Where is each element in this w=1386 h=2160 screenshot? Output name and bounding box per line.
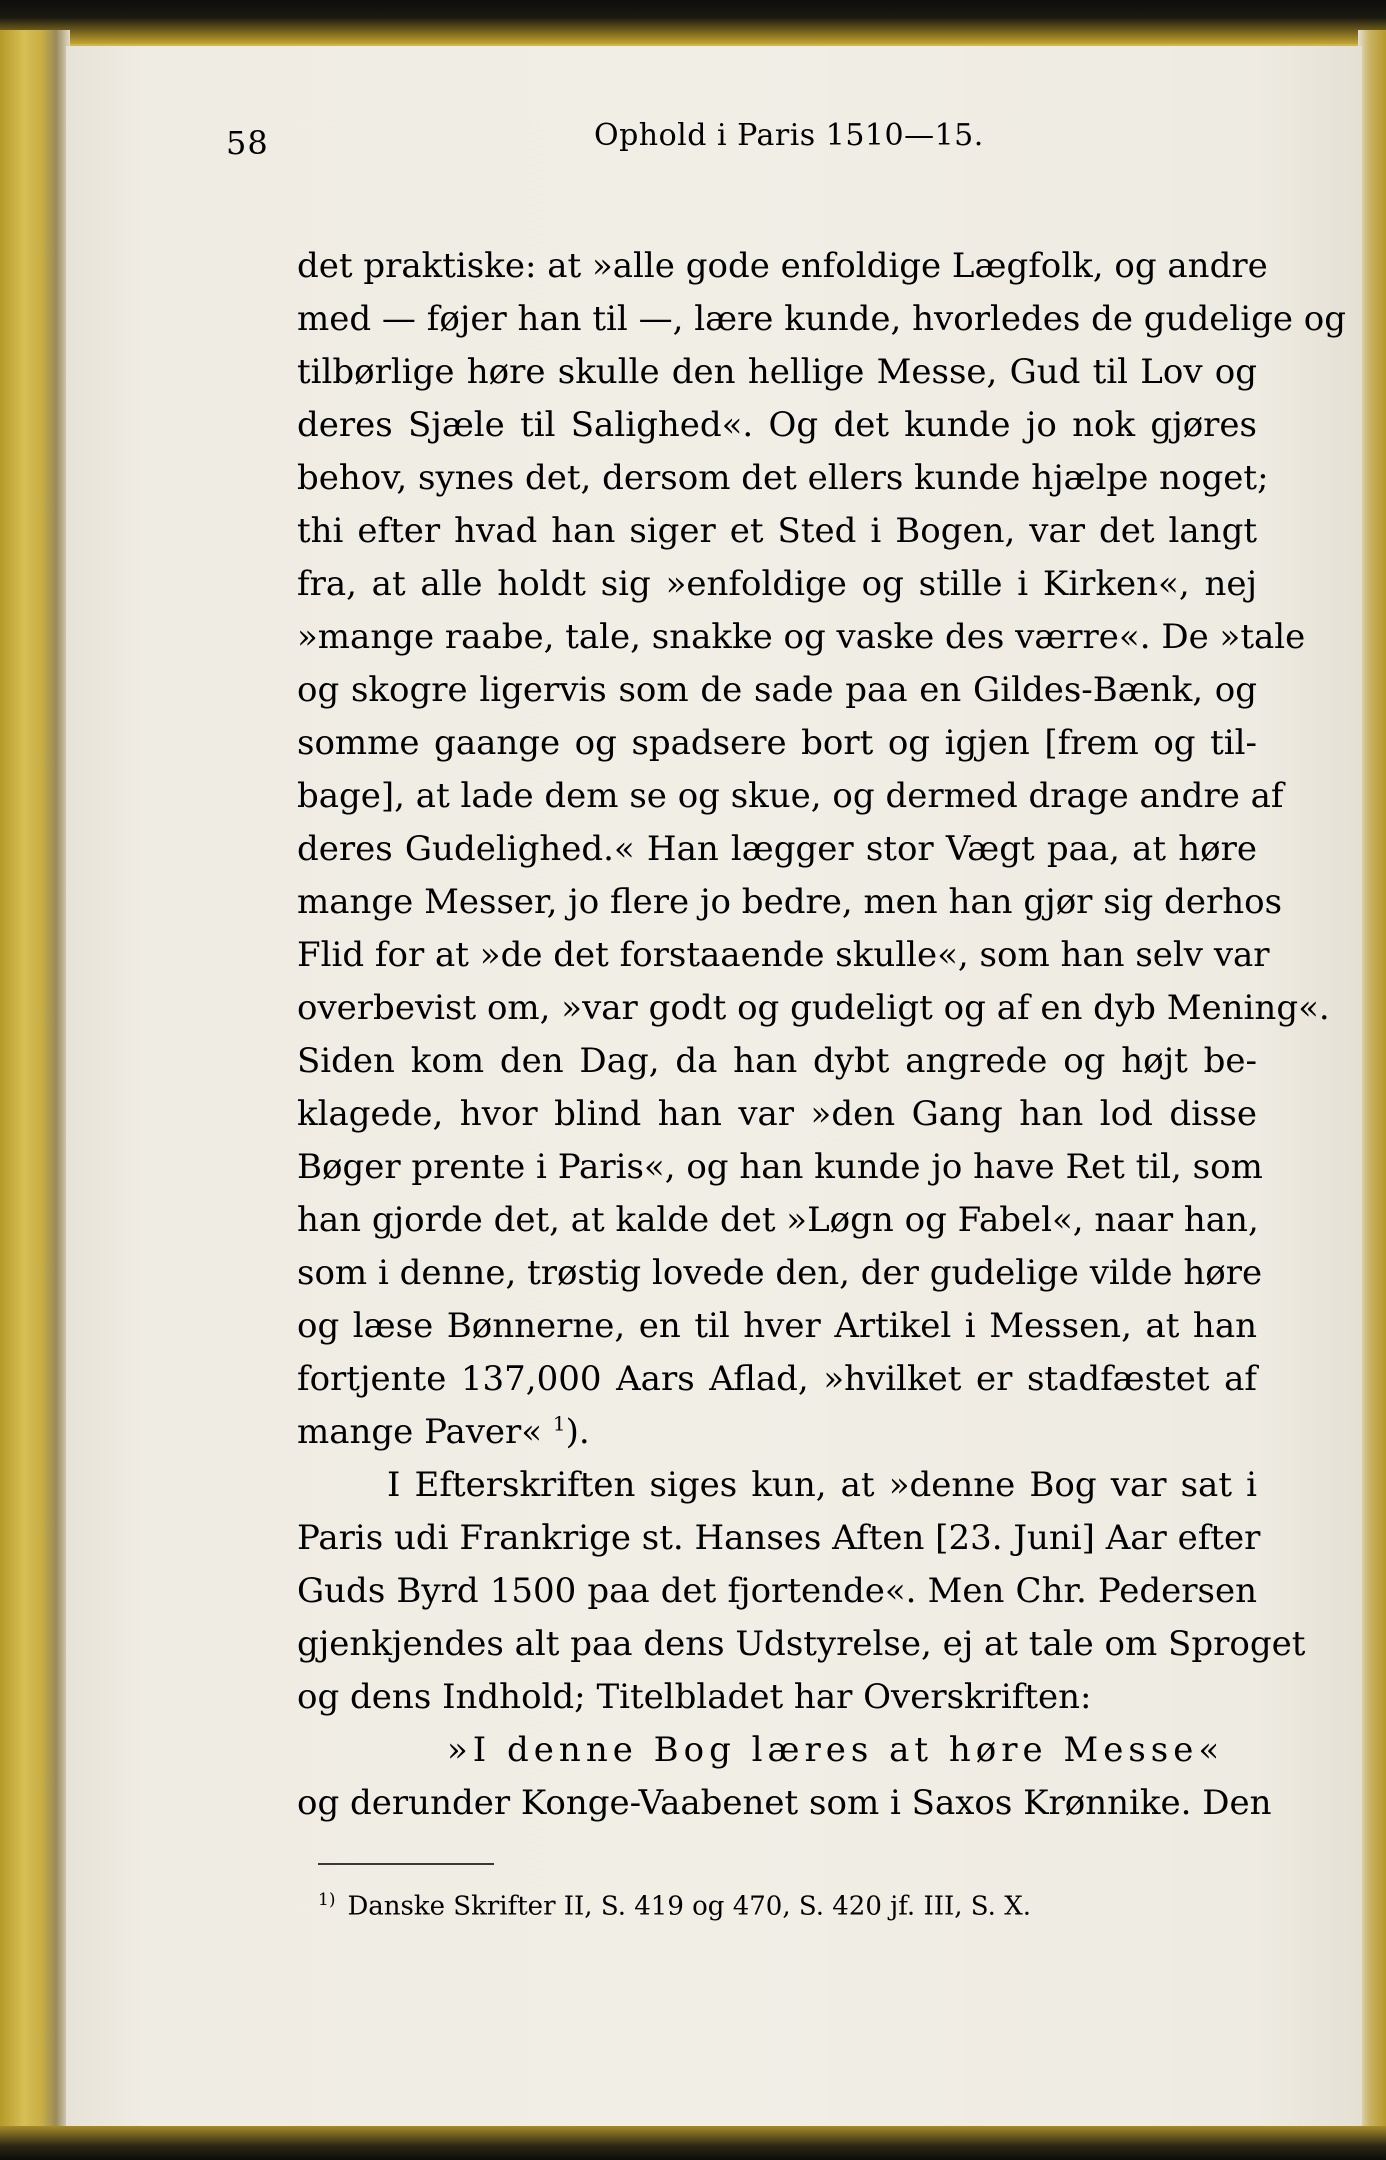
text-line-with-footnote-ref [297, 1406, 1257, 1459]
text-line: klagede, hvor blind han var »den Gang han lod disse [297, 1094, 1257, 1134]
text-line: somme gaange og spadsere bort og igjen [frem og til- [297, 723, 1257, 763]
text-line: Paris udi Frankrige st. Hanses Aften [23. Juni] Aar efter [297, 1518, 1261, 1558]
footnote-rule [318, 1863, 494, 1865]
text-line: med — føjer han til —, lære kunde, hvorledes de gudelige og [297, 299, 1347, 339]
book-fore-edge [1358, 30, 1386, 2130]
text-line: deres Sjæle til Salighed«. Og det kunde jo nok gjøres [297, 405, 1257, 445]
text-line: fra, at alle holdt sig »enfoldige og stille i Kirken«, nej [297, 564, 1257, 604]
footnote-mark: 1) [318, 1890, 336, 1910]
text-line: som i denne, trøstig lovede den, der gudelige vilde høre [297, 1253, 1263, 1293]
text-line: tilbørlige høre skulle den hellige Messe, Gud til Lov og [297, 352, 1257, 392]
text-line: behov, synes det, dersom det ellers kunde hjælpe noget; [297, 458, 1269, 498]
text-line: fortjente 137,000 Aars Aflad, »hvilket er stadfæstet af [297, 1359, 1257, 1399]
text-line: overbevist om, »var godt og gudeligt og af en dyb Mening«. [297, 988, 1330, 1028]
text-line: det praktiske: at »alle gode enfoldige Lægfolk, og andre [297, 246, 1268, 286]
footnote-text: Danske Skrifter II, S. 419 og 470, S. 420 jf. III, S. X. [347, 1891, 1031, 1922]
text-line: og skogre ligervis som de sade paa en Gildes-Bænk, og [297, 670, 1257, 710]
footnote [318, 1890, 1031, 1922]
text-line: og læse Bønnerne, en til hver Artikel i Messen, at han [297, 1306, 1257, 1346]
book-bottom-edge [0, 2126, 1386, 2160]
text-line: »mange raabe, tale, snakke og vaske des værre«. De »tale [297, 617, 1306, 657]
text-line: thi efter hvad han siger et Sted i Bogen, var det langt [297, 511, 1257, 551]
book-top-edge [0, 0, 1386, 44]
text-line: Bøger prente i Paris«, og han kunde jo have Ret til, som [297, 1147, 1263, 1187]
text-line: bage], at lade dem se og skue, og dermed drage andre af [297, 776, 1284, 816]
running-head: Ophold i Paris 1510—15. [594, 118, 984, 153]
line-text-tail: ). [565, 1412, 590, 1452]
text-line: og derunder Konge-Vaabenet som i Saxos Krønnike. Den [297, 1783, 1272, 1823]
paragraph-start-line: I Efterskriften siges kun, at »denne Bog var sat i [387, 1465, 1257, 1505]
line-text: mange Paver« [297, 1412, 543, 1452]
text-line: deres Gudelighed.« Han lægger stor Vægt paa, at høre [297, 829, 1257, 869]
text-line: Guds Byrd 1500 paa det fjortende«. Men Chr. Pedersen [297, 1571, 1257, 1611]
text-line: Flid for at »de det forstaaende skulle«, som han selv var [297, 935, 1270, 975]
text-line: og dens Indhold; Titelbladet har Overskriften: [297, 1677, 1092, 1717]
text-line: Siden kom den Dag, da han dybt angrede og højt be- [297, 1041, 1257, 1081]
title-quote: »I denne Bog læres at høre Messe« [447, 1730, 1225, 1770]
text-line: han gjorde det, at kalde det »Løgn og Fabel«, naar han, [297, 1200, 1259, 1240]
text-line: gjenkjendes alt paa dens Udstyrelse, ej at tale om Sproget [297, 1624, 1306, 1664]
body-text [297, 240, 1347, 1830]
page-header [226, 118, 1046, 168]
text-line: mange Messer, jo flere jo bedre, men han gjør sig derhos [297, 882, 1283, 922]
page-number: 58 [226, 124, 269, 162]
book-binding [0, 30, 70, 2130]
footnote-reference: 1 [552, 1411, 566, 1436]
